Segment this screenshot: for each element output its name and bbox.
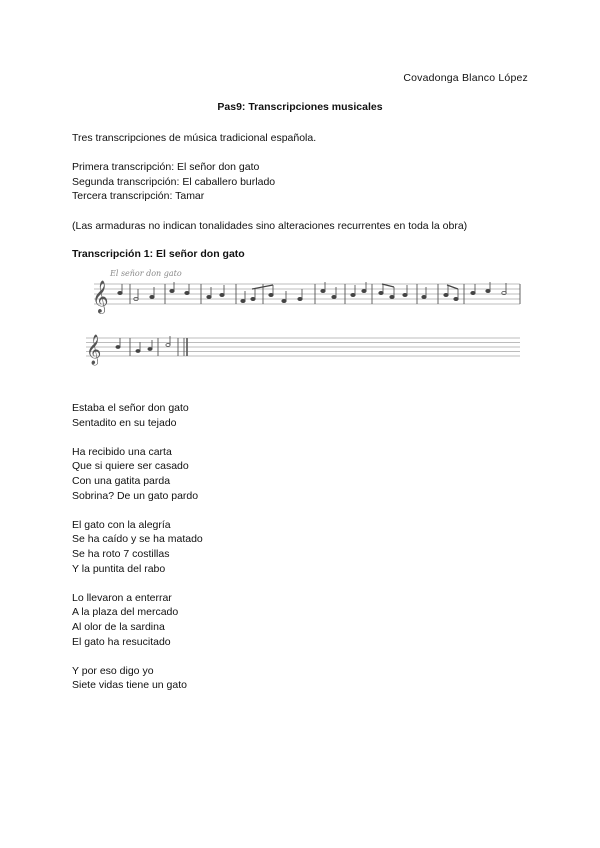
lyric-line: A la plaza del mercado xyxy=(72,606,179,619)
intro-text: Tres transcripciones de música tradicional española. xyxy=(72,132,317,144)
treble-clef-icon: 𝄞 xyxy=(92,280,109,313)
note-paragraph xyxy=(72,219,467,234)
document-title: Pas9: Transcripciones musicales xyxy=(217,101,383,113)
lyric-line: Y por eso digo yo xyxy=(72,664,154,677)
lyric-line: Con una gatita parda xyxy=(72,474,171,487)
lyric-line: Se ha roto 7 costillas xyxy=(72,547,170,560)
lyric-line: El gato ha resucitado xyxy=(72,635,171,648)
section-heading: Transcripción 1: El señor don gato xyxy=(72,248,245,260)
lyric-line: Al olor de la sardina xyxy=(72,620,165,633)
lyric-line: Sobrina? De un gato pardo xyxy=(72,489,199,502)
list-item: Tercera transcripción: Tamar xyxy=(72,190,205,203)
music-score-image xyxy=(72,262,532,380)
lyric-line: Sentadito en su tejado xyxy=(72,416,177,429)
staff-lines xyxy=(86,284,520,356)
lyric-line: Que si quiere ser casado xyxy=(72,460,189,473)
lyric-line: Siete vidas tiene un gato xyxy=(72,679,187,692)
lyric-line: Y la puntita del rabo xyxy=(72,562,166,575)
note-text: (Las armaduras no indican tonalidades sino alteraciones recurrentes en toda la obra) xyxy=(72,220,468,232)
lyrics xyxy=(72,401,203,693)
intro-paragraph xyxy=(72,131,316,146)
list-item: Segunda transcripción: El caballero burlado xyxy=(72,175,276,188)
barlines xyxy=(130,284,520,356)
lyric-line: Lo llevaron a enterrar xyxy=(72,591,172,604)
lyric-line: Estaba el señor don gato xyxy=(72,402,189,414)
lyric-line: Se ha caído y se ha matado xyxy=(72,533,203,546)
treble-clef-icon: 𝄞 xyxy=(86,335,102,365)
transcription-list xyxy=(72,160,275,204)
lyric-line: El gato con la alegría xyxy=(72,518,171,531)
handwritten-score-title: El señor don gato xyxy=(110,269,182,278)
list-item: Primera transcripción: El señor don gato xyxy=(72,161,260,173)
author-name: Covadonga Blanco López xyxy=(403,72,528,84)
handwritten-notes xyxy=(118,282,506,303)
handwritten-notes xyxy=(116,336,170,353)
lyric-line: Ha recibido una carta xyxy=(72,445,172,458)
